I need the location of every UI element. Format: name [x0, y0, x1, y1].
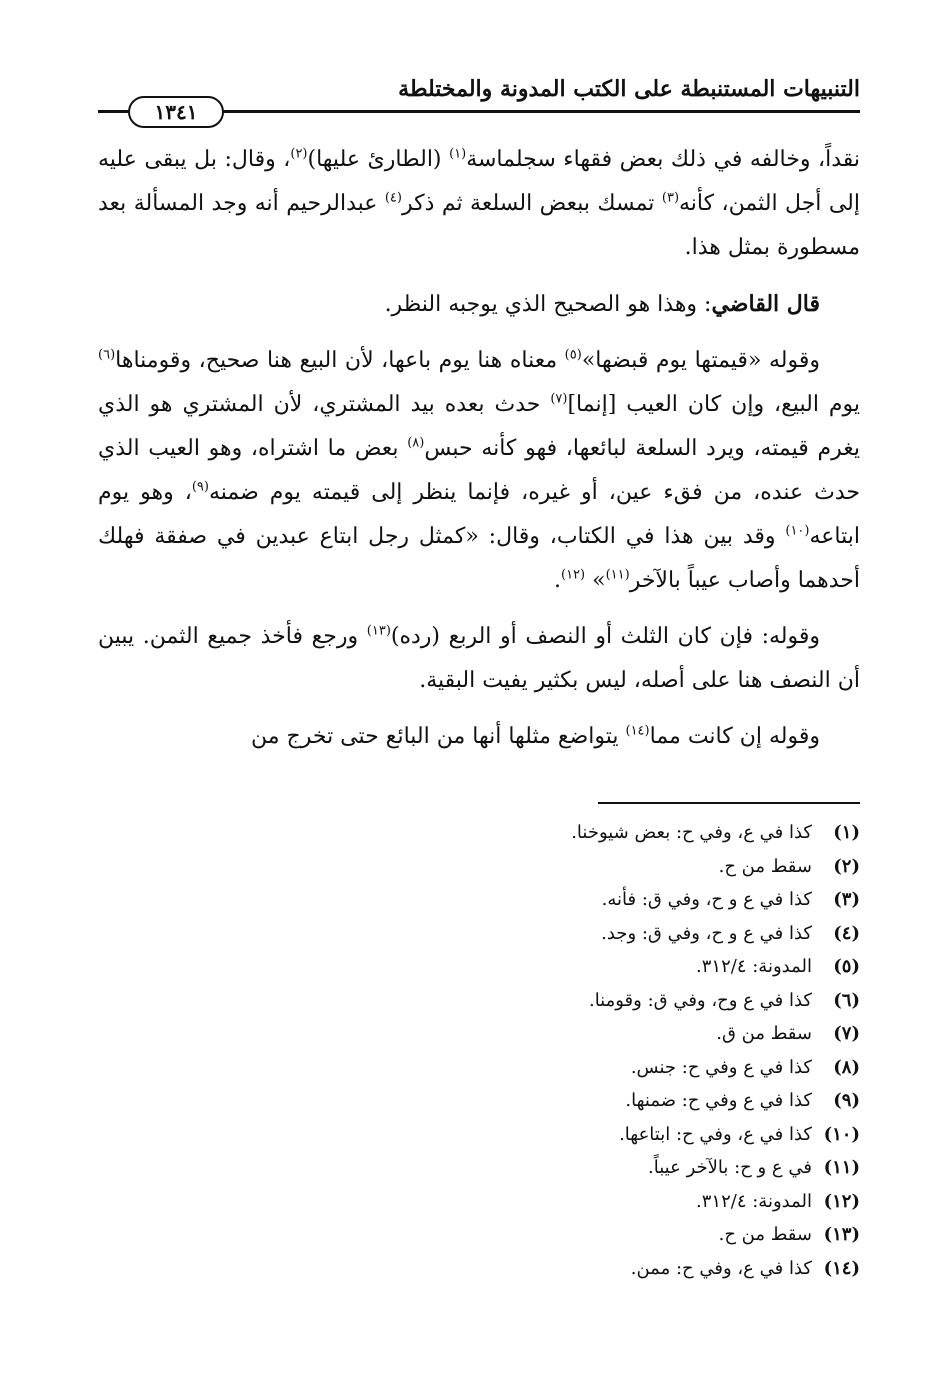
text-run: بعض ما اشتراه، وهو العيب الذي حدث عنده، من فقء عين، أو غيره، فإنما ينظر إلى قيمته يوم ضمنه [98, 436, 860, 505]
footnote-number: (٩) [833, 1090, 860, 1111]
footnote-text: المدونة: ٣١٢/٤. [696, 956, 812, 977]
text-run: وقد بين هذا في الكتاب، وقال: «كمثل رجل ابتاع عبدين في صفقة فهلك أحدهما وأصاب عيباً بالآخر [98, 524, 860, 593]
footnote-ref-8: (٨) [407, 435, 425, 451]
text-run: حدث بعده بيد المشتري، لأن المشتري هو الذي يغرم قيمته، ويرد السلعة لبائعها، فهو كأنه حبس [98, 392, 860, 461]
footnote-item [300, 1084, 860, 1118]
footnote-item [300, 816, 860, 850]
page-number: ١٣٤١ [128, 96, 224, 128]
footnote-number: (٤) [833, 922, 860, 944]
footnote-ref-3: (٣) [661, 190, 680, 206]
footnote-text: كذا في ع، وفي ح: ممن. [630, 1257, 812, 1279]
footnote-number: (١) [833, 822, 860, 843]
footnote-text: كذا في ع وح، وفي ق: وقومنا. [588, 989, 812, 1011]
text-run: تمسك ببعض السلعة ثم ذكر [401, 191, 662, 216]
footnote-number: (١٢) [823, 1190, 860, 1212]
paragraph-1 [98, 138, 860, 270]
paragraph-3 [98, 339, 860, 603]
text-run: (الطارئ عليها) [307, 147, 450, 172]
footnote-item [300, 1051, 860, 1085]
footnote-number: (٧) [833, 1023, 860, 1044]
footnote-text: كذا في ع، وفي ح: بعض شيوخنا. [571, 822, 812, 843]
text-run: ، وهو يوم ابتاعه [98, 480, 860, 549]
footnote-item [300, 1185, 860, 1219]
text-run: عبدالرحيم أنه وجد المسألة بعد مسطورة بمثل هذا. [98, 191, 860, 260]
text-run: وقوله إن كانت مما [649, 724, 820, 749]
text-run: يتواضع مثلها أنها من البائع حتى تخرج من [251, 724, 626, 749]
text-run: وقوله: فإن كان الثلث أو النصف أو الربع (رده) [390, 624, 820, 649]
paragraph-4 [98, 615, 860, 703]
footnote-ref-6: (٦) [98, 347, 116, 363]
text-run: وقوله «قيمتها يوم قبضها» [581, 348, 820, 373]
text-run: معناه هنا يوم باعها، لأن البيع هنا صحيح، وقومناها [115, 348, 565, 373]
footnote-ref-4: (٤) [384, 190, 402, 206]
text-run: يوم البيع، وإن كان العيب [إنما] [567, 392, 860, 417]
footnote-ref-12: (١٢) [560, 567, 586, 583]
speaker-label: قال القاضي [711, 291, 820, 317]
footnote-number: (١٠) [823, 1123, 860, 1145]
header-title: التنبيهات المستنبطة على الكتب المدونة والمختلطة [398, 76, 860, 102]
text-run: . [553, 568, 561, 593]
text-run: » [585, 568, 606, 593]
footnotes [300, 816, 860, 1285]
footnote-item [300, 950, 860, 984]
footnote-ref-11: (١١) [605, 567, 630, 583]
footnote-number: (١٤) [823, 1257, 860, 1279]
footnote-ref-7: (٧) [550, 391, 568, 407]
paragraph-5 [98, 715, 860, 759]
footnote-number: (٦) [833, 989, 860, 1011]
footnote-number: (١١) [823, 1157, 860, 1178]
footnote-item [300, 1151, 860, 1185]
footnote-ref-5: (٥) [564, 347, 582, 363]
footnote-item [300, 1118, 860, 1152]
footnote-item [300, 984, 860, 1018]
footnote-number: (٢) [833, 855, 860, 877]
main-text [98, 138, 860, 771]
footnote-ref-14: (١٤) [625, 723, 650, 739]
footnote-text: سقط من ح. [718, 1224, 812, 1245]
footnote-text: سقط من ح. [718, 855, 812, 877]
paragraph-2 [98, 282, 860, 327]
footnote-text: كذا في ع وفي ح: جنس. [630, 1056, 812, 1078]
footnote-separator [598, 802, 860, 804]
footnote-text: في ع و ح: بالآخر عيباً. [648, 1157, 812, 1178]
footnote-ref-1: (١) [449, 146, 467, 162]
footnote-item [300, 1252, 860, 1286]
footnote-item [300, 883, 860, 917]
footnote-text: المدونة: ٣١٢/٤. [696, 1190, 812, 1212]
footnote-text: كذا في ع، وفي ح: ابتاعها. [619, 1123, 812, 1145]
text-run: : وهذا هو الصحيح الذي يوجبه النظر. [384, 292, 712, 317]
footnote-text: كذا في ع و ح، وفي ق: فأنه. [601, 889, 812, 910]
footnote-ref-10: (١٠) [785, 523, 810, 539]
footnote-text: سقط من ق. [716, 1023, 812, 1044]
text-run: ، وقال: بل يبقى عليه إلى أجل الثمن، كأنه [98, 147, 861, 216]
footnote-text: كذا في ع و ح، وفي ق: وجد. [601, 922, 812, 944]
footnote-item [300, 1017, 860, 1051]
footnote-item [300, 1218, 860, 1252]
footnote-ref-9: (٩) [191, 479, 209, 495]
footnote-number: (٥) [833, 956, 860, 977]
footnote-text: كذا في ع وفي ح: ضمنها. [625, 1090, 812, 1111]
text-run: نقداً، وخالفه في ذلك بعض فقهاء سجلماسة [466, 147, 860, 172]
footnote-ref-13: (١٣) [366, 623, 391, 639]
footnote-item [300, 917, 860, 951]
text-run: ورجع فأخذ جميع الثمن. يبين أن النصف هنا على أصله، ليس بكثير يفيت البقية. [98, 624, 860, 693]
footnote-number: (٨) [833, 1056, 860, 1078]
footnote-ref-2: (٢) [290, 146, 308, 162]
running-header [98, 72, 860, 124]
footnote-number: (٣) [833, 889, 860, 910]
footnote-item [300, 850, 860, 884]
footnote-number: (١٣) [823, 1224, 860, 1245]
